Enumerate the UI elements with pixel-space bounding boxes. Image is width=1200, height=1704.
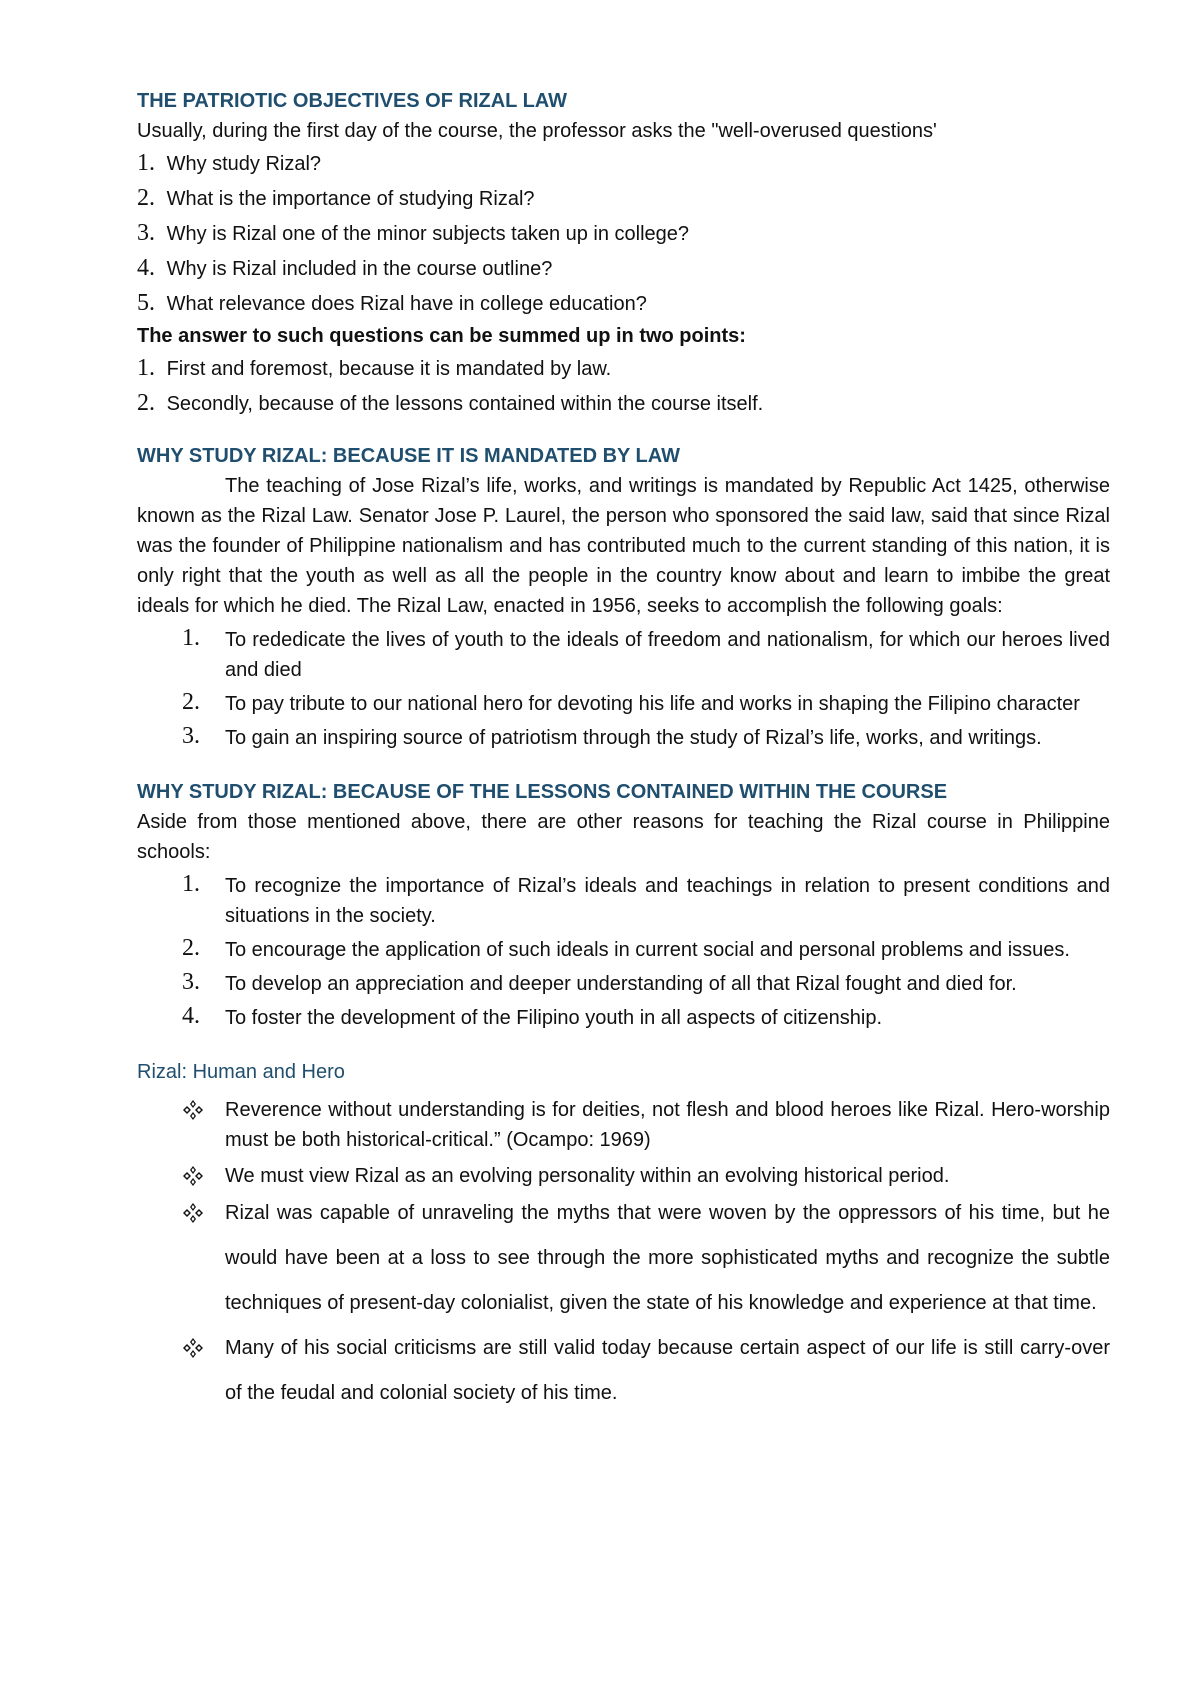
list-item xyxy=(137,723,1110,753)
list-item xyxy=(137,146,1110,181)
body-paragraph: The teaching of Jose Rizal’s life, works, and writings is mandated by Republic Act 1425, otherwise known as the Rizal Law. Senator Jose P. Laurel, the person who sponsored the said law, said that since Rizal was the founder of Philippine nationalism and has contributed much to the current standing of this nation, it is only right that the youth as well as all the people in the country know about and learn to imbibe the great ideals for which he died. The Rizal Law, enacted in 1956, seeks to accomplish the following goals: xyxy=(137,475,1110,617)
questions-list xyxy=(137,146,1110,321)
list-item-text: What relevance does Rizal have in college education? xyxy=(166,293,647,315)
list-item xyxy=(137,625,1110,685)
bullet-list xyxy=(137,1095,1110,1416)
list-number: 2. xyxy=(182,689,200,715)
list-number: 2. xyxy=(137,390,155,416)
list-item-text: We must view Rizal as an evolving personality within an evolving historical period. xyxy=(225,1165,950,1187)
list-item xyxy=(137,286,1110,321)
list-item xyxy=(137,1191,1110,1326)
list-item xyxy=(137,1326,1110,1416)
list-item-text: Why is Rizal one of the minor subjects taken up in college? xyxy=(166,223,690,245)
list-item-text: Secondly, because of the lessons contained within the course itself. xyxy=(166,393,764,415)
list-item-text: To rededicate the lives of youth to the ideals of freedom and nationalism, for which our heroes lived and died xyxy=(225,629,1110,681)
list-item xyxy=(137,386,1110,421)
list-item-text: What is the importance of studying Rizal? xyxy=(166,188,535,210)
list-number: 1. xyxy=(137,150,155,176)
list-item-text: To foster the development of the Filipino youth in all aspects of citizenship. xyxy=(225,1007,883,1029)
list-number: 3. xyxy=(182,969,200,995)
list-item xyxy=(137,969,1110,999)
list-item-text: To encourage the application of such ideals in current social and personal problems and issues. xyxy=(225,939,1070,961)
section-heading: WHY STUDY RIZAL: BECAUSE OF THE LESSONS CONTAINED WITHIN THE COURSE xyxy=(137,781,948,803)
list-item xyxy=(137,935,1110,965)
list-item xyxy=(137,1161,1110,1191)
spacer xyxy=(137,757,1110,777)
list-item xyxy=(137,216,1110,251)
answers-list xyxy=(137,351,1110,421)
list-number: 5. xyxy=(137,290,155,316)
list-item xyxy=(137,871,1110,931)
intro-paragraph: Usually, during the first day of the course, the professor asks the "well-overused questions' xyxy=(137,120,937,142)
list-number: 3. xyxy=(182,723,200,749)
list-item-text: To develop an appreciation and deeper understanding of all that Rizal fought and died for. xyxy=(225,973,1017,995)
list-item xyxy=(137,1095,1110,1155)
list-item-text: Why study Rizal? xyxy=(166,153,322,175)
list-item xyxy=(137,689,1110,719)
list-item-text: To recognize the importance of Rizal’s ideals and teachings in relation to present conditions and situations in the society. xyxy=(225,875,1110,927)
section-heading: THE PATRIOTIC OBJECTIVES OF RIZAL LAW xyxy=(137,90,568,112)
list-item-text: To pay tribute to our national hero for devoting his life and works in shaping the Filipino character xyxy=(225,693,1080,715)
list-item xyxy=(137,1003,1110,1033)
list-item-text: Rizal was capable of unraveling the myths that were woven by the oppressors of his time, but he would have been at a loss to see through the more sophisticated myths and recognize the subtle techniques of present-day colonialist, given the state of his knowledge and experience at that time. xyxy=(225,1202,1110,1314)
list-item-text: Reverence without understanding is for deities, not flesh and blood heroes like Rizal. Hero-worship must be both historical-critical.” (Ocampo: 1969) xyxy=(225,1099,1110,1151)
list-number: 4. xyxy=(137,255,155,281)
spacer xyxy=(137,1037,1110,1057)
spacer xyxy=(137,421,1110,441)
list-number: 3. xyxy=(137,220,155,246)
list-item xyxy=(137,351,1110,386)
list-item xyxy=(137,251,1110,286)
body-paragraph: Aside from those mentioned above, there are other reasons for teaching the Rizal course in Philippine schools: xyxy=(137,811,1110,863)
four-diamond-bullet-icon xyxy=(181,1198,205,1228)
goals-list xyxy=(137,625,1110,753)
list-item-text: First and foremost, because it is mandated by law. xyxy=(166,358,612,380)
list-number: 1. xyxy=(182,625,200,651)
section-heading: Rizal: Human and Hero xyxy=(137,1061,345,1083)
answer-lead: The answer to such questions can be summed up in two points: xyxy=(137,325,746,347)
list-item-text: Why is Rizal included in the course outline? xyxy=(166,258,553,280)
list-number: 1. xyxy=(137,355,155,381)
list-item-text: To gain an inspiring source of patriotism through the study of Rizal’s life, works, and writings. xyxy=(225,727,1042,749)
four-diamond-bullet-icon xyxy=(181,1333,205,1363)
list-number: 2. xyxy=(137,185,155,211)
section-heading: WHY STUDY RIZAL: BECAUSE IT IS MANDATED BY LAW xyxy=(137,445,680,467)
list-item-text: Many of his social criticisms are still valid today because certain aspect of our life is still carry-over of the feudal and colonial society of his time. xyxy=(225,1337,1110,1404)
list-item xyxy=(137,181,1110,216)
four-diamond-bullet-icon xyxy=(181,1161,205,1191)
list-number: 1. xyxy=(182,871,200,897)
four-diamond-bullet-icon xyxy=(181,1095,205,1125)
list-number: 2. xyxy=(182,935,200,961)
list-number: 4. xyxy=(182,1003,200,1029)
reasons-list xyxy=(137,871,1110,1033)
